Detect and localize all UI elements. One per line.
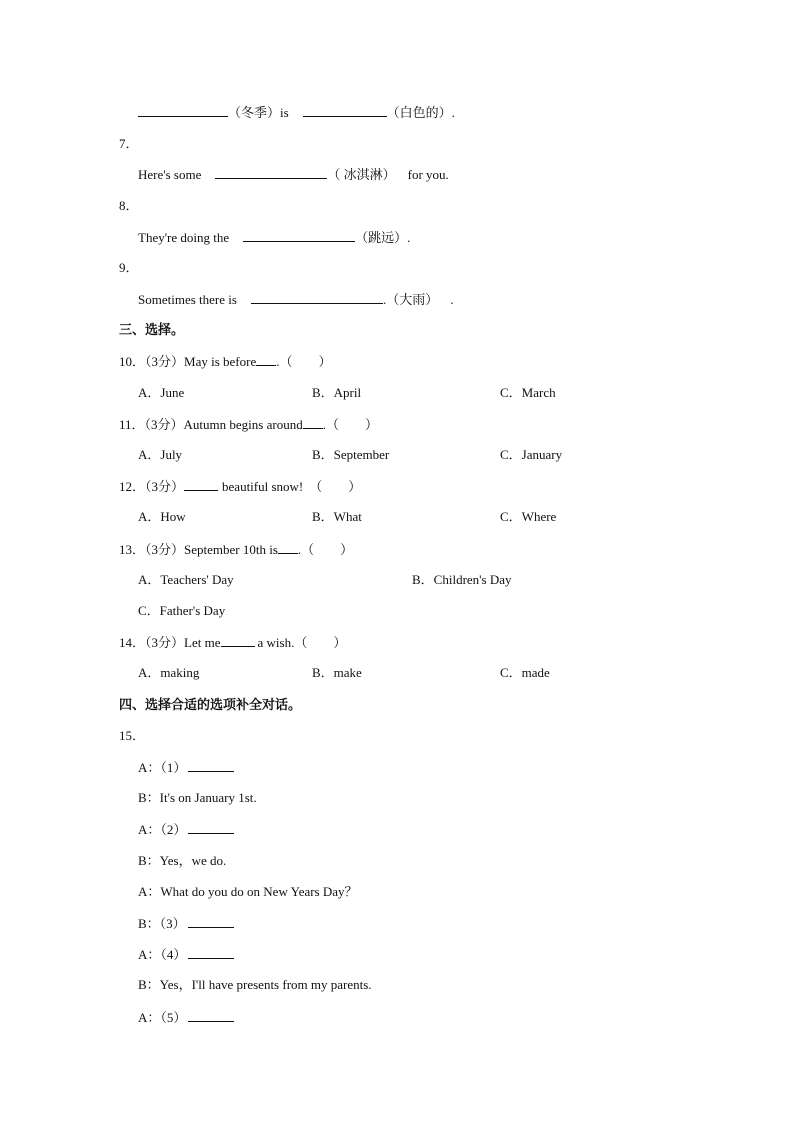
q13-blank[interactable] [278, 541, 298, 554]
q11-number: 11． [119, 417, 145, 432]
q7-suffix: for you. [407, 167, 449, 182]
dialogue-line-7 [138, 946, 234, 963]
q13-option-a[interactable]: A．Teachers' Day [138, 572, 234, 587]
q12-option-c[interactable]: C．Where [500, 509, 557, 524]
q14-score: （3分） [145, 635, 185, 650]
q14-stem [119, 634, 346, 651]
q13-score: （3分） [145, 542, 185, 557]
q9-suffix: . [450, 292, 454, 307]
q10-number: 10． [119, 354, 146, 369]
section-3-title: 三、选择。 [119, 322, 185, 337]
q13-stem [119, 541, 353, 558]
q11-score: （3分） [144, 417, 184, 432]
q8-hint: （跳远）. [355, 230, 411, 245]
dialogue-blank-2[interactable] [188, 821, 234, 834]
q7-line [138, 166, 449, 183]
q9-line [138, 291, 453, 308]
q15-number: 15． [119, 728, 146, 743]
q14-option-b[interactable]: B．make [312, 665, 362, 680]
dialogue-line-9 [138, 1009, 234, 1026]
dialogue-blank-3[interactable] [188, 915, 234, 928]
q12-blank[interactable] [184, 478, 218, 491]
q7-hint: （ 冰淇淋） [327, 167, 396, 182]
q9-number: 9． [119, 260, 139, 275]
q14-option-a[interactable]: A．making [138, 665, 200, 680]
q10-option-c[interactable]: C．March [500, 385, 556, 400]
q14-option-c[interactable]: C．made [500, 665, 550, 680]
dialogue-line-2: B：It's on January 1st. [138, 790, 257, 805]
q6-line [138, 104, 455, 121]
q9-prefix: Sometimes there is [138, 292, 237, 307]
q6-blank-a[interactable] [138, 104, 228, 117]
q11-option-a[interactable]: A．July [138, 447, 183, 462]
q7-number: 7． [119, 136, 139, 151]
q9-hint: .（大雨） [382, 292, 439, 307]
q12-number: 12． [119, 479, 146, 494]
q10-blank[interactable] [256, 353, 276, 366]
q11-stem [119, 416, 378, 433]
q10-option-b[interactable]: B．April [312, 385, 362, 400]
q10-tail: .（ ） [276, 354, 332, 369]
dialogue-line-3 [138, 821, 234, 838]
q6-blank-b[interactable] [303, 104, 387, 117]
q10-stem [119, 353, 332, 370]
q11-text: Autumn begins around [183, 417, 303, 432]
q11-option-b[interactable]: B．September [312, 447, 390, 462]
section-4-title: 四、选择合适的选项补全对话。 [119, 697, 302, 712]
dialogue-blank-1[interactable] [188, 759, 234, 772]
dialogue-line-1 [138, 759, 234, 776]
q7-prefix: Here's some [138, 167, 202, 182]
q8-blank[interactable] [243, 229, 355, 242]
q12-option-a[interactable]: A．How [138, 509, 186, 524]
q10-score: （3分） [145, 354, 185, 369]
dialogue-text: A：（5） [138, 1010, 187, 1025]
q11-tail: .（ ） [322, 417, 378, 432]
dialogue-line-5: A：What do you do on New Years Day？ [138, 884, 358, 899]
q13-tail: .（ ） [297, 542, 354, 557]
q10-text: May is before [184, 354, 257, 369]
dialogue-blank-4[interactable] [188, 946, 234, 959]
q12-score: （3分） [145, 479, 185, 494]
q6-hint-a: （冬季）is [228, 105, 289, 120]
q11-option-c[interactable]: C．January [500, 447, 563, 462]
q14-tail: a wish.（ ） [257, 635, 347, 650]
q12-tail: （ ） [309, 479, 362, 494]
dialogue-line-8: B：Yes，I'll have presents from my parents. [138, 977, 372, 992]
dialogue-text: A：（1） [138, 760, 187, 775]
q14-text: Let me [184, 635, 221, 650]
q8-number: 8． [119, 198, 139, 213]
dialogue-line-4: B：Yes，we do. [138, 853, 227, 868]
q11-blank[interactable] [303, 416, 323, 429]
q9-blank[interactable] [251, 291, 383, 304]
dialogue-text: A：（4） [138, 947, 187, 962]
q12-option-b[interactable]: B．What [312, 509, 362, 524]
q13-option-c[interactable]: C．Father's Day [138, 603, 226, 618]
q14-number: 14． [119, 635, 146, 650]
dialogue-blank-5[interactable] [188, 1009, 234, 1022]
dialogue-text: A：（2） [138, 822, 187, 837]
q13-option-b[interactable]: B．Children's Day [412, 572, 512, 587]
q7-blank[interactable] [215, 166, 327, 179]
dialogue-text: B：（3） [138, 916, 186, 931]
q12-text: beautiful snow! [222, 479, 304, 494]
q14-blank[interactable] [221, 634, 255, 647]
q12-stem [119, 478, 361, 495]
q13-text: September 10th is [184, 542, 278, 557]
q8-prefix: They're doing the [138, 230, 230, 245]
q8-line [138, 229, 410, 246]
q6-hint-b: （白色的）. [386, 105, 455, 120]
q10-option-a[interactable]: A．June [138, 385, 185, 400]
dialogue-line-6 [138, 915, 234, 932]
q13-number: 13． [119, 542, 146, 557]
